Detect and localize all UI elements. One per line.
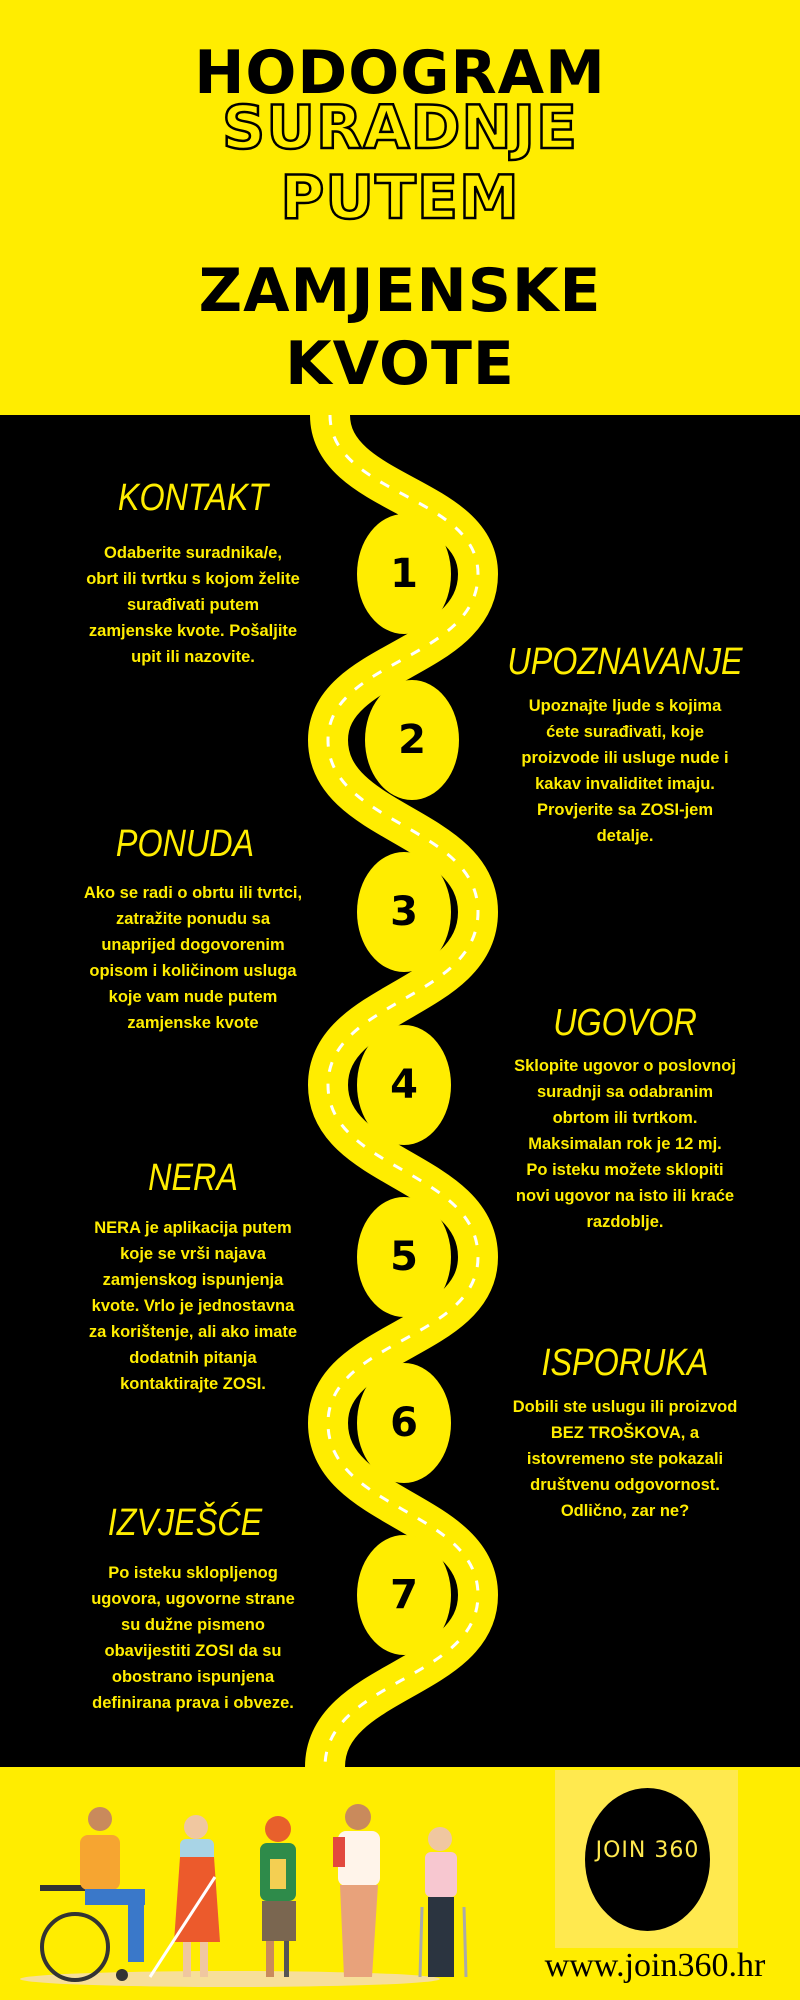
step-2-heading: UPOZNAVANJE xyxy=(507,641,743,683)
people-illustration xyxy=(0,1767,500,2000)
step-4-heading: UGOVOR xyxy=(553,1002,697,1044)
timeline-section xyxy=(0,415,800,1767)
step-3-heading: PONUDA xyxy=(115,823,255,865)
step-5-text: NERA je aplikacija putem koje se vrši najava zamjenskog ispunjenja kvote. Vrlo je jednostavna za korištenje, ali ako imate dodatnih pitanja kontaktirajte ZOSI. xyxy=(88,1219,298,1393)
step-5-heading: NERA xyxy=(148,1157,238,1199)
title-line-kvote: KVOTE xyxy=(285,329,515,399)
step-1-text: Odaberite suradnika/e, obrt ili tvrtku s kojom želite surađivati putem zamjenske kvote. Pošaljite upit ili nazovite. xyxy=(86,544,300,666)
title-line-zamjenske: ZAMJENSKE xyxy=(198,256,602,326)
step-5-circle: 5 xyxy=(357,1197,451,1317)
title-line-suradnje: SURADNJE xyxy=(222,93,578,163)
website-link[interactable]: www.join360.hr xyxy=(544,1947,766,1984)
step-4-text: Sklopite ugovor o poslovnoj suradnji sa odabranim obrtom ili tvrtkom. Maksimalan rok je 12 mj. Po isteku možete sklopiti novi ugovor na isto ili kraće razdoblje. xyxy=(514,1057,736,1231)
step-7-heading: IZVJEŠĆE xyxy=(107,1502,263,1544)
step-1-circle: 1 xyxy=(357,514,451,634)
footer xyxy=(0,1767,800,2000)
title-line-putem: PUTEM xyxy=(280,163,520,233)
step-2-text: Upoznajte ljude s kojima ćete surađivati, koje proizvode ili usluge nude i kakav invaliditet imaju. Provjerite sa ZOSI-jem detalje. xyxy=(521,697,729,845)
title-banner xyxy=(0,0,800,415)
step-3-text: Ako se radi o obrtu ili tvrtci, zatražite ponudu sa unaprijed dogovorenim opisom i količinom usluga koje vam nude putem zamjenske kvote xyxy=(83,884,303,1032)
blind-woman-figure xyxy=(150,1815,220,1977)
woman-with-backpack-figure xyxy=(333,1804,380,1977)
step-7-text: Po isteku sklopljenog ugovora, ugovorne strane su dužne pismeno obavijestiti ZOSI da su obostrano ispunjena definirana prava i obveze. xyxy=(91,1564,295,1712)
join360-logo xyxy=(555,1770,738,1948)
man-with-crutches-figure xyxy=(420,1827,466,1977)
step-7-circle: 7 xyxy=(357,1535,451,1655)
logo-text: JOIN 360 xyxy=(595,1838,700,1863)
step-4-circle: 4 xyxy=(357,1025,451,1145)
step-2-circle: 2 xyxy=(365,680,459,800)
step-6-text: Dobili ste uslugu ili proizvod BEZ TROŠKOVA, a istovremeno ste pokazali društvenu odgovornost. Odlično, zar ne? xyxy=(512,1398,738,1520)
step-6-circle: 6 xyxy=(357,1363,451,1483)
title-line-hodogram: HODOGRAM xyxy=(194,38,606,108)
step-6-heading: ISPORUKA xyxy=(541,1342,709,1384)
step-1-heading: KONTAKT xyxy=(117,477,269,519)
boy-with-prosthetic-figure xyxy=(260,1816,296,1977)
wheelchair-user-figure xyxy=(40,1807,145,1981)
logo-circle xyxy=(585,1788,710,1931)
step-3-circle: 3 xyxy=(357,852,451,972)
